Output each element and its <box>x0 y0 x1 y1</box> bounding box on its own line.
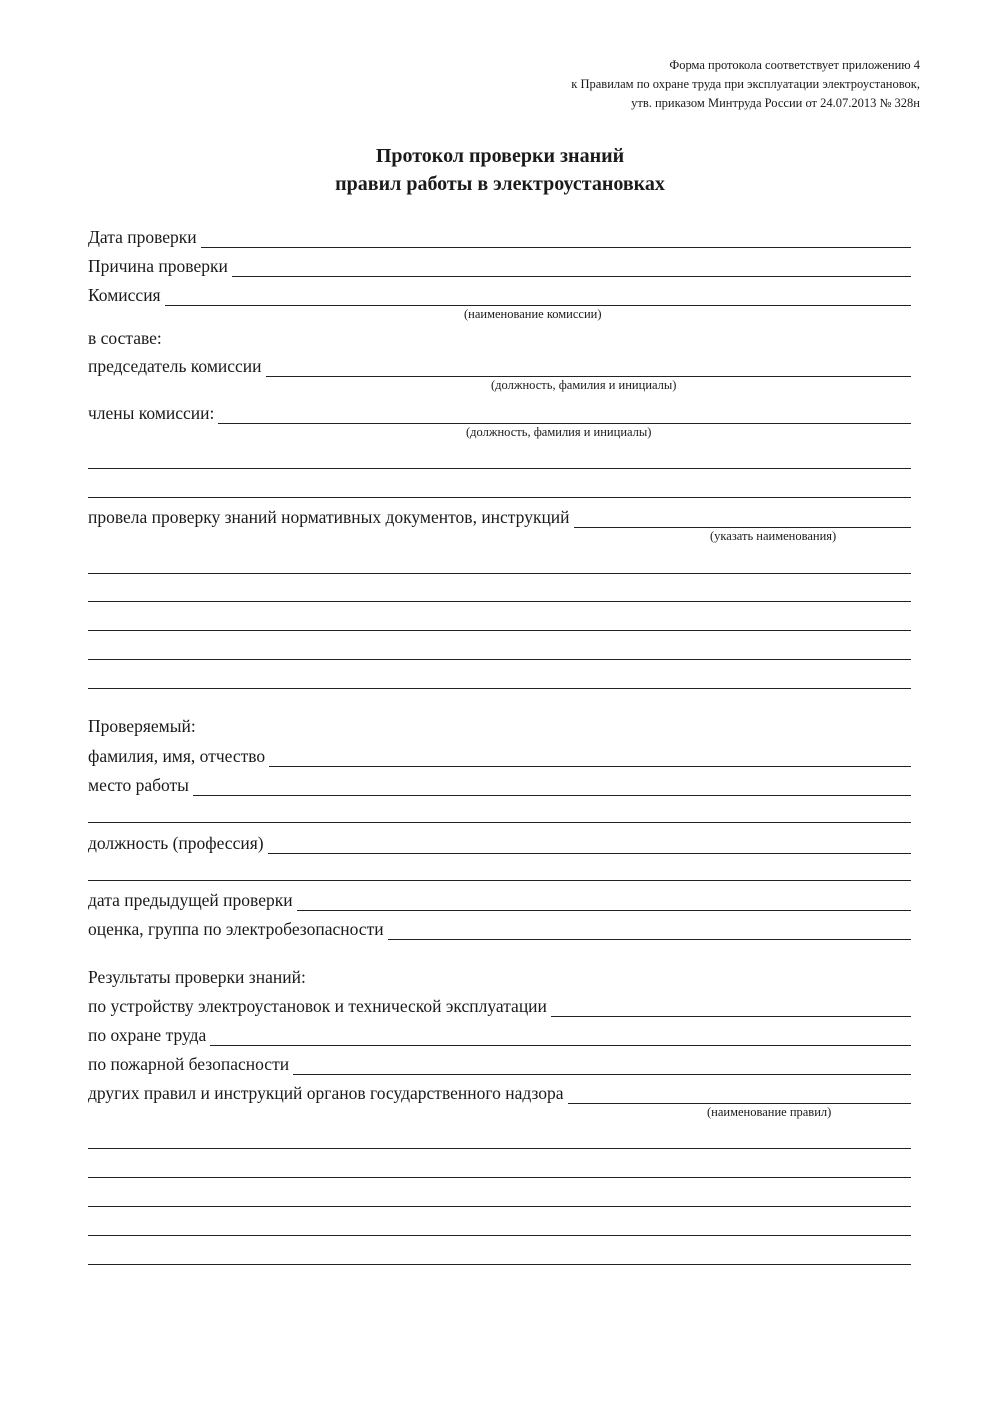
workplace-extra-line[interactable] <box>88 822 911 823</box>
labor-safety-label: по охране труда <box>88 1025 207 1045</box>
results-line-4[interactable] <box>88 1235 911 1236</box>
full-name-row <box>88 745 911 767</box>
check-reason-row <box>88 255 911 277</box>
check-reason-label: Причина проверки <box>88 256 228 276</box>
documents-hint: (указать наименования) <box>710 529 837 543</box>
check-reason-field[interactable] <box>232 262 911 277</box>
documents-row <box>88 506 911 528</box>
prev-check-date-label: дата предыдущей проверки <box>88 890 293 910</box>
commission-row <box>88 284 911 306</box>
document-title <box>0 142 1000 198</box>
form-reference-line-1: Форма протокола соответствует приложению 4 <box>669 58 920 72</box>
documents-line-1[interactable] <box>88 573 911 574</box>
workplace-field[interactable] <box>193 781 911 796</box>
members-extra-line-1[interactable] <box>88 468 911 469</box>
chairman-row <box>88 355 911 377</box>
full-name-field[interactable] <box>269 752 911 767</box>
grade-group-label: оценка, группа по электробезопасности <box>88 919 384 939</box>
form-reference-line-2: к Правилам по охране труда при эксплуатации электроустановок, <box>571 77 920 91</box>
composition-label: в составе: <box>88 328 162 348</box>
members-field[interactable] <box>218 409 911 424</box>
results-line-2[interactable] <box>88 1177 911 1178</box>
installations-row <box>88 995 911 1017</box>
results-line-5[interactable] <box>88 1264 911 1265</box>
members-extra-line-2[interactable] <box>88 497 911 498</box>
documents-line-4[interactable] <box>88 659 911 660</box>
position-label: должность (профессия) <box>88 833 264 853</box>
documents-line-2[interactable] <box>88 601 911 602</box>
check-date-row <box>88 226 911 248</box>
installations-label: по устройству электроустановок и технической эксплуатации <box>88 996 547 1016</box>
documents-field[interactable] <box>574 513 911 528</box>
documents-line-3[interactable] <box>88 630 911 631</box>
labor-safety-field[interactable] <box>210 1031 911 1046</box>
document-title-line-2: правил работы в электроустановках <box>335 173 665 195</box>
fire-safety-label: по пожарной безопасности <box>88 1054 290 1074</box>
commission-label: Комиссия <box>88 285 161 305</box>
results-line-3[interactable] <box>88 1206 911 1207</box>
members-hint: (должность, фамилия и инициалы) <box>466 425 652 439</box>
results-line-1[interactable] <box>88 1148 911 1149</box>
commission-hint: (наименование комиссии) <box>464 307 602 321</box>
members-row <box>88 402 911 424</box>
other-rules-label: других правил и инструкций органов государственного надзора <box>88 1083 564 1103</box>
form-reference-line-3: утв. приказом Минтруда России от 24.07.2013 № 328н <box>631 96 920 110</box>
other-rules-row <box>88 1082 911 1104</box>
chairman-label: председатель комиссии <box>88 356 262 376</box>
installations-field[interactable] <box>551 1002 911 1017</box>
workplace-row <box>88 774 911 796</box>
workplace-label: место работы <box>88 775 189 795</box>
results-heading: Результаты проверки знаний: <box>88 967 306 987</box>
commission-field[interactable] <box>165 291 911 306</box>
members-label: члены комиссии: <box>88 403 215 423</box>
position-row <box>88 832 911 854</box>
fire-safety-row <box>88 1053 911 1075</box>
other-rules-field[interactable] <box>568 1089 911 1104</box>
documents-label: провела проверку знаний нормативных документов, инструкций <box>88 507 570 527</box>
grade-group-field[interactable] <box>388 925 911 940</box>
other-rules-hint: (наименование правил) <box>707 1105 832 1119</box>
chairman-field[interactable] <box>266 362 911 377</box>
document-title-line-1: Протокол проверки знаний <box>375 145 625 167</box>
chairman-hint: (должность, фамилия и инициалы) <box>491 378 677 392</box>
position-field[interactable] <box>268 839 911 854</box>
grade-group-row <box>88 918 911 940</box>
check-date-field[interactable] <box>201 233 911 248</box>
labor-safety-row <box>88 1024 911 1046</box>
prev-check-date-field[interactable] <box>297 896 911 911</box>
examinee-heading: Проверяемый: <box>88 716 196 736</box>
position-extra-line[interactable] <box>88 880 911 881</box>
prev-check-date-row <box>88 889 911 911</box>
fire-safety-field[interactable] <box>293 1060 911 1075</box>
form-reference-note <box>571 56 920 113</box>
check-date-label: Дата проверки <box>88 227 197 247</box>
full-name-label: фамилия, имя, отчество <box>88 746 266 766</box>
documents-line-5[interactable] <box>88 688 911 689</box>
